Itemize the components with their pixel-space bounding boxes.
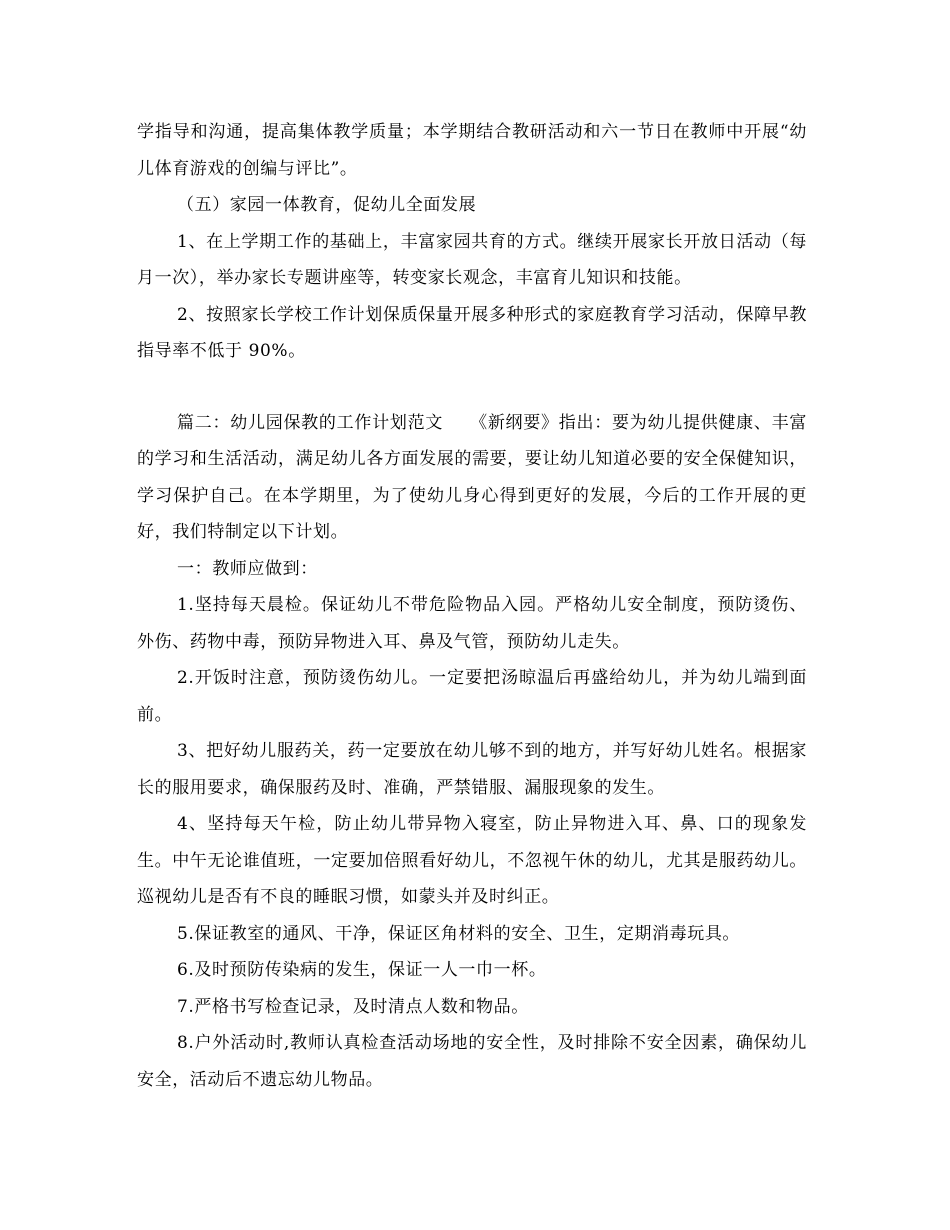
section-heading-five: （五）家园一体教育，促幼儿全面发展 (177, 195, 477, 215)
duty-item-2: 2.开饭时注意，预防烫伤幼儿。一定要把汤晾温后再盛给幼儿，并为幼儿端到面前。 (137, 668, 807, 725)
duty-item-1: 1.坚持每天晨检。保证幼儿不带危险物品入园。严格幼儿安全制度，预防烫伤、外伤、药物中毒，预防异物进入耳、鼻及气管，预防幼儿走失。 (137, 595, 807, 652)
paragraph-item-2: 2、按照家长学校工作计划保质保量开展多种形式的家庭教育学习活动，保障早教指导率不低于 90%。 (137, 304, 807, 361)
duty-item-7: 7.严格书写检查记录，及时清点人数和物品。 (177, 996, 529, 1017)
paragraph-continued: 学指导和沟通，提高集体教学质量；本学期结合教研活动和六一节日在教师中开展“幼儿体育游戏的创编与评比”。 (137, 122, 807, 179)
duty-item-8: 8.户外活动时,教师认真检查活动场地的安全性，及时排除不安全因素，确保幼儿安全，活动后不遗忘幼儿物品。 (137, 1033, 807, 1090)
section-spacer (137, 370, 807, 405)
duty-item-6: 6.及时预防传染病的发生，保证一人一巾一杯。 (177, 960, 547, 980)
paragraph-item-1: 1、在上学期工作的基础上，丰富家园共育的方式。继续开展家长开放日活动（每月一次），举办家长专题讲座等，转变家长观念，丰富育儿知识和技能。 (137, 231, 807, 288)
duty-item-3: 3、把好幼儿服药关，药一定要放在幼儿够不到的地方，并写好幼儿姓名。根据家长的服用要求，确保服药及时、准确，严禁错服、漏服现象的发生。 (137, 741, 807, 798)
document-body (137, 114, 807, 1098)
teacher-duties-heading: 一：教师应做到： (177, 558, 318, 579)
duty-item-5: 5.保证教室的通风、干净，保证区角材料的安全、卫生，定期消毒玩具。 (177, 923, 741, 944)
duty-item-4: 4、坚持每天午检，防止幼儿带异物入寝室，防止异物进入耳、鼻、口的现象发生。中午无论谁值班，一定要加倍照看好幼儿，不忽视午休的幼儿，尤其是服药幼儿。巡视幼儿是否有不良的睡眠习惯，如蒙头并及时纠正。 (137, 814, 807, 907)
article-two-intro: 篇二：幼儿园保教的工作计划范文 《新纲要》指出：要为幼儿提供健康、丰富的学习和生活活动，满足幼儿各方面发展的需要，要让幼儿知道必要的安全保健知识，学习保护自己。在本学期里，为了使幼儿身心得到更好的发展，今后的工作开展的更好，我们特制定以下计划。 (137, 412, 807, 542)
